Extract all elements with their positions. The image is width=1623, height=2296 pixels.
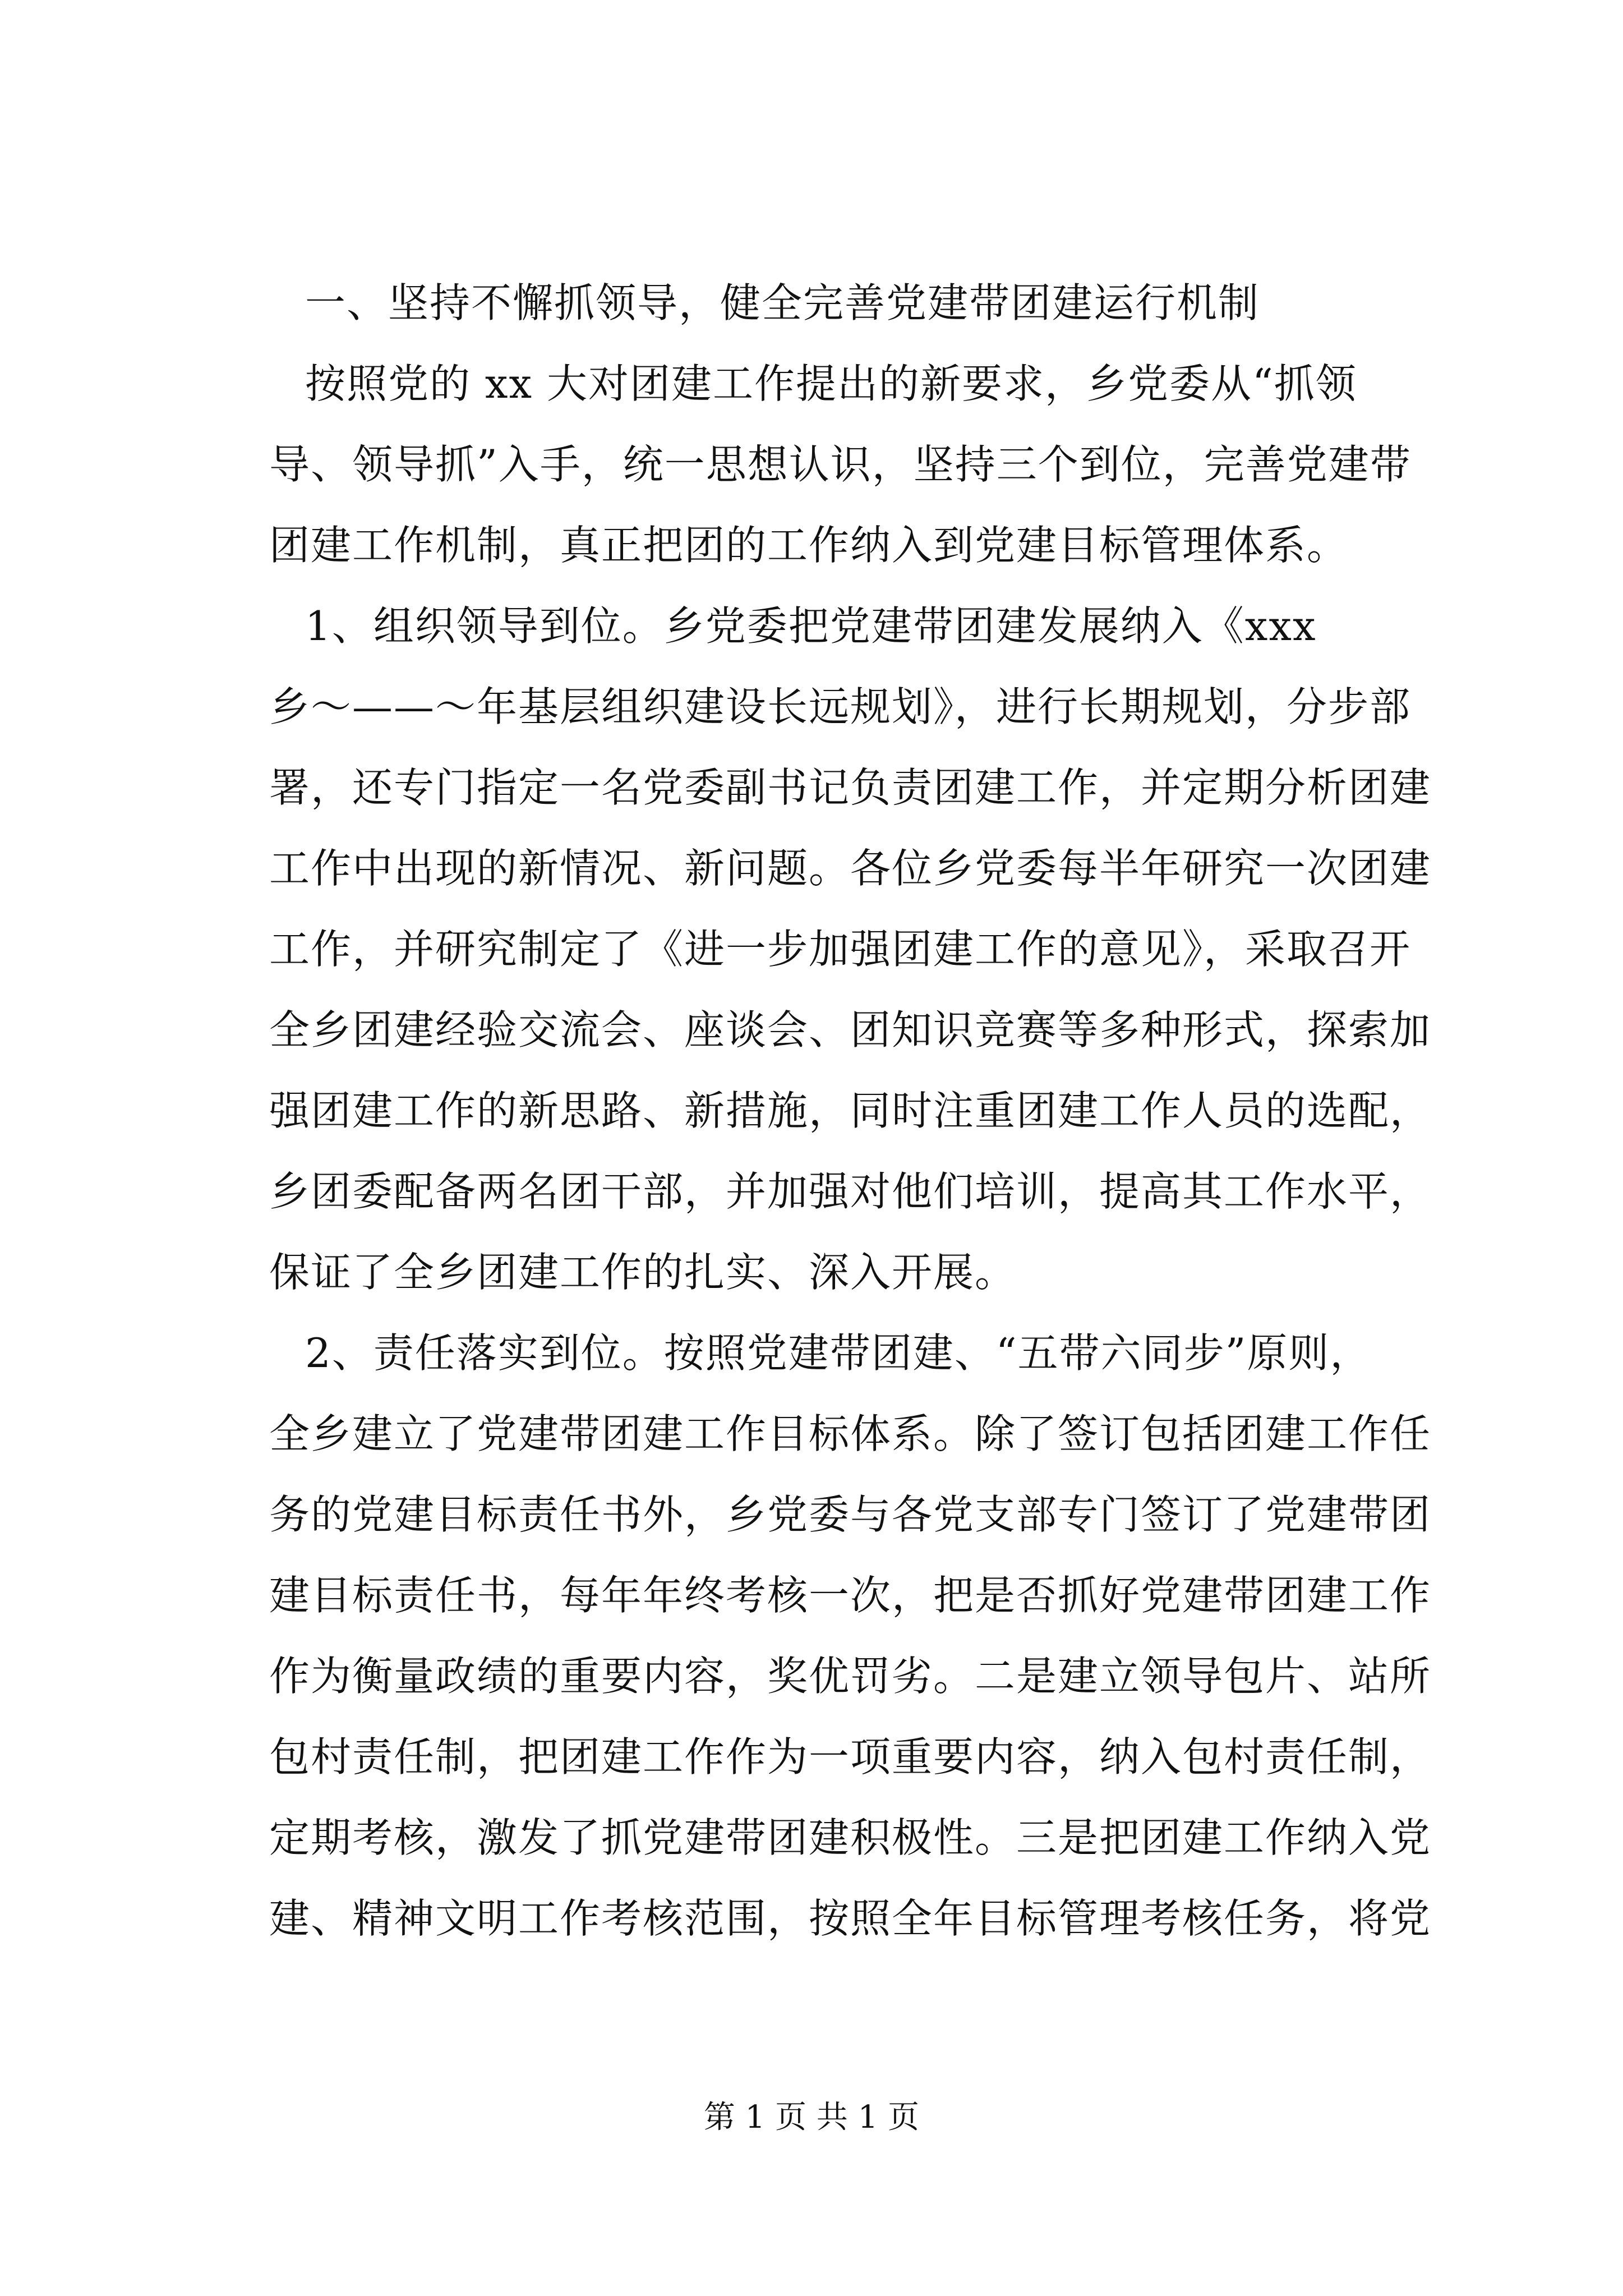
- paragraph-line: 按照党的 xx 大对团建工作提出的新要求，乡党委从“抓领: [305, 360, 1357, 407]
- paragraph-line: 务的党建目标责任书外，乡党委与各党支部专门签订了党建带团: [269, 1491, 1432, 1538]
- section-heading: 一、坚持不懈抓领导，健全完善党建带团建运行机制: [305, 279, 1260, 326]
- page-number-footer: 第 1 页 共 1 页: [703, 2099, 920, 2136]
- paragraph-line: 建、精神文明工作考核范围，按照全年目标管理考核任务，将党: [269, 1895, 1432, 1942]
- paragraph-line: 署，还专门指定一名党委副书记负责团建工作，并定期分析团建: [269, 764, 1432, 811]
- paragraph-line: 2、责任落实到位。按照党建带团建、“五带六同步”原则，: [305, 1329, 1372, 1377]
- paragraph-line: 强团建工作的新思路、新措施，同时注重团建工作人员的选配，: [269, 1087, 1432, 1134]
- paragraph-line: 保证了全乡团建工作的扎实、深入开展。: [269, 1249, 1017, 1296]
- paragraph-line: 1、组织领导到位。乡党委把党建带团建发展纳入《xxx: [305, 602, 1317, 650]
- paragraph-line: 团建工作机制，真正把团的工作纳入到党建目标管理体系。: [269, 522, 1349, 569]
- paragraph-line: 作为衡量政绩的重要内容，奖优罚劣。二是建立领导包片、站所: [269, 1653, 1432, 1700]
- paragraph-line: 导、领导抓”入手，统一思想认识，坚持三个到位，完善党建带: [269, 441, 1412, 488]
- paragraph-line: 包村责任制，把团建工作作为一项重要内容，纳入包村责任制，: [269, 1733, 1432, 1780]
- paragraph-line: 全乡建立了党建带团建工作目标体系。除了签订包括团建工作任: [269, 1410, 1432, 1457]
- paragraph-line: 定期考核，激发了抓党建带团建积极性。三是把团建工作纳入党: [269, 1814, 1432, 1861]
- paragraph-line: 工作，并研究制定了《进一步加强团建工作的意见》，采取召开: [269, 926, 1412, 973]
- paragraph-line: 乡～——～年基层组织建设长远规划》，进行长期规划，分步部: [269, 683, 1412, 730]
- paragraph-line: 乡团委配备两名团干部，并加强对他们培训，提高其工作水平，: [269, 1168, 1432, 1215]
- document-body: [269, 263, 1432, 1959]
- paragraph-line: 建目标责任书，每年年终考核一次，把是否抓好党建带团建工作: [269, 1572, 1432, 1619]
- paragraph-line: 工作中出现的新情况、新问题。各位乡党委每半年研究一次团建: [269, 845, 1432, 892]
- paragraph-line: 全乡团建经验交流会、座谈会、团知识竞赛等多种形式，探索加: [269, 1006, 1432, 1053]
